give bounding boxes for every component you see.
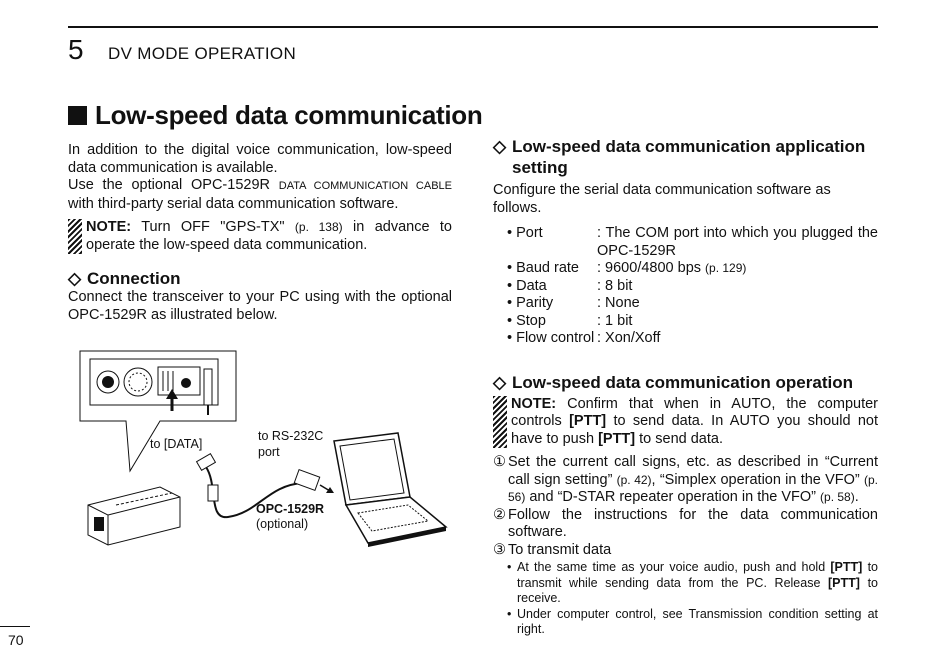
page-ref: (p. 129) (705, 261, 747, 275)
left-column (68, 142, 452, 324)
step-number: ③ (493, 541, 506, 558)
step-text: To transmit data (508, 541, 612, 558)
note-ptt (493, 396, 878, 449)
note-text-b: in advance to operate the low-speed data communication. (86, 219, 452, 253)
step-number: ② (493, 506, 506, 523)
chapter-number: 5 (68, 34, 84, 65)
connection-heading-text: Connection (87, 269, 181, 288)
page-ref: (p. 56) (508, 472, 878, 504)
connection-text: Connect the transceiver to your PC using with the optional OPC-1529R as illustrated below. (68, 289, 452, 323)
intro-paragraph-2 (68, 177, 452, 213)
note-hatch-icon (68, 219, 82, 254)
section-title-text: Low-speed data communication (95, 100, 483, 130)
connection-diagram (68, 345, 452, 560)
intro-text: with third-party serial data communication software. (68, 195, 399, 212)
spec-key: • Port (507, 225, 543, 241)
chapter-title: DV MODE OPERATION (108, 44, 297, 63)
square-bullet-icon (68, 106, 87, 125)
bullet-text-c: to receive. (517, 575, 878, 605)
ptt-key: [PTT] (598, 430, 636, 447)
diamond-icon: ◇ (68, 269, 82, 288)
step-text: Follow the instructions for the data communication software. (508, 506, 878, 540)
spec-row (507, 330, 878, 348)
diamond-icon: ◇ (493, 137, 507, 156)
step-text (508, 454, 878, 507)
spec-key: • Flow control (507, 330, 595, 346)
note-text-c: to send data. (635, 430, 723, 447)
spec-row (507, 225, 878, 260)
app-setting-intro: Configure the serial data communication software as follows. (493, 182, 831, 216)
step-list (493, 454, 878, 638)
operation-heading (493, 372, 878, 393)
spec-key: • Parity (507, 295, 554, 311)
step-1 (493, 454, 878, 507)
spec-value (597, 225, 878, 260)
spec-key: • Data (507, 277, 547, 294)
connection-heading (68, 268, 452, 289)
spec-row (507, 313, 878, 331)
note-text-b: to send data. In AUTO you should not have to push (511, 413, 878, 447)
note-gps (68, 219, 452, 254)
step-3-bullet-2 (507, 607, 878, 638)
page-ref: (p. 58) (820, 490, 855, 504)
step-3-bullet-1 (507, 560, 878, 607)
label-port: port (258, 445, 280, 459)
section-title (68, 100, 482, 131)
spec-key: • Baud rate (507, 260, 579, 276)
diamond-icon: ◇ (493, 372, 507, 392)
spec-list (507, 225, 878, 348)
bullet-text: Under computer control, see Transmission condition setting at right. (517, 606, 878, 636)
app-setting-heading (493, 136, 878, 178)
bullet-icon: • (507, 606, 512, 621)
step-number: ① (493, 454, 506, 470)
intro-paragraph-1: In addition to the digital voice communication, low-speed data communication is available. (68, 142, 452, 176)
label-cable-name: OPC-1529R (256, 502, 325, 516)
spec-value: : 1 bit (597, 312, 633, 329)
spec-value (597, 260, 878, 278)
note-text (511, 396, 878, 449)
ptt-key: [PTT] (830, 560, 863, 574)
cable-name-smallcaps: DATA COMMUNICATION CABLE (278, 180, 452, 192)
step-3 (493, 542, 878, 560)
spec-value: : 8 bit (597, 277, 633, 294)
spec-row (507, 260, 878, 278)
note-text-a: Confirm that when in AUTO, the computer controls (511, 395, 878, 429)
label-cable-optional: (optional) (256, 517, 309, 531)
spec-value-text: : The COM port into which you plugged the OPC-1529R (597, 225, 878, 259)
label-to-rs232c: to RS-232C (258, 429, 324, 443)
right-column (493, 136, 878, 638)
note-text (86, 219, 452, 254)
bullet-text-b: to transmit while sending data from the PC. Release (517, 560, 878, 590)
spec-value: : Xon/Xoff (597, 330, 661, 346)
spec-row (507, 278, 878, 296)
page-number-rule (0, 626, 30, 627)
page-number: 70 (8, 632, 24, 648)
step-text-d: . (854, 489, 859, 505)
intro-text: Use the optional OPC-1529R (68, 177, 279, 193)
header-rule (68, 26, 878, 28)
page-ref: (p. 42) (616, 472, 652, 487)
step-text-b: , “Simplex operation in the VFO” (651, 471, 864, 488)
bullet-text-a: At the same time as your voice audio, push and hold (517, 560, 831, 574)
step-text-c: and “D-STAR repeater operation in the VFO” (525, 489, 821, 505)
note-hatch-icon (493, 396, 507, 449)
page-ref: (p. 138) (294, 220, 343, 234)
ptt-key: [PTT] (828, 575, 860, 590)
label-to-data: to [DATA] (150, 437, 203, 451)
operation-heading-text: Low-speed data communication operation (512, 372, 853, 392)
spec-value-text: : 9600/4800 bps (597, 260, 706, 276)
spec-row (507, 295, 878, 313)
note-label: NOTE: (511, 395, 557, 412)
ptt-key: [PTT] (569, 413, 607, 429)
note-label: NOTE: (86, 219, 132, 235)
step-text-a: Set the current call signs, etc. as described in “Current call sign setting” (508, 454, 878, 488)
spec-value: : None (597, 295, 640, 311)
step-2 (493, 507, 878, 542)
note-text-a: Turn OFF "GPS-TX" (131, 219, 295, 235)
bullet-icon: • (507, 560, 512, 574)
app-setting-heading-text: Low-speed data communication application setting (512, 137, 866, 177)
spec-key: • Stop (507, 312, 546, 329)
bullet-text (517, 560, 878, 607)
